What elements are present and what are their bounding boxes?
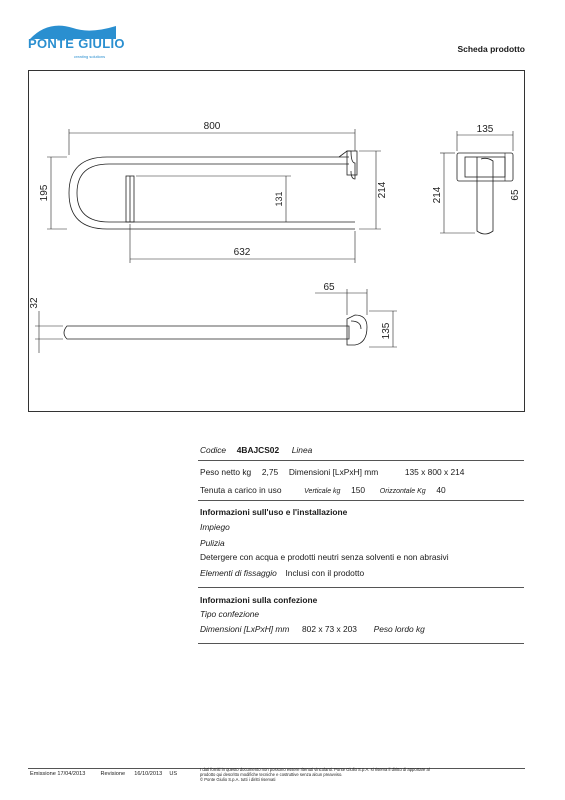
brand-logo bbox=[28, 22, 148, 64]
divider bbox=[198, 643, 524, 644]
revisione-code: US bbox=[169, 771, 178, 777]
peso-label: Peso netto kg bbox=[200, 467, 252, 477]
orizzontale-value: 40 bbox=[436, 485, 446, 495]
verticale-value: 150 bbox=[351, 485, 366, 495]
emissione-date: 17/04/2013 bbox=[57, 771, 86, 777]
info-uso-title: Informazioni sull'uso e l'installazione bbox=[200, 507, 348, 517]
grab-bar-bottom-view bbox=[64, 315, 367, 345]
confezione-title: Informazioni sulla confezione bbox=[200, 595, 318, 605]
dim-side-height: 214 bbox=[432, 186, 443, 204]
disclaimer-line-2: prodotto qui descritto modifiche tecniche e costruttive senza alcun preavviso. bbox=[200, 772, 343, 777]
logo-tagline: creating solutions bbox=[74, 54, 106, 59]
side-view-labels bbox=[432, 124, 521, 203]
revisione-label: Revisione bbox=[100, 771, 126, 777]
dim-side-width: 135 bbox=[476, 124, 494, 135]
grab-bar-side-view bbox=[457, 153, 513, 234]
dim-bottom-depth: 65 bbox=[323, 282, 335, 293]
dim-height-total: 214 bbox=[377, 181, 388, 199]
grab-bar-top-view bbox=[69, 151, 357, 229]
dim-label: Dimensioni [LxPxH] mm bbox=[288, 467, 379, 477]
top-view-dimensions bbox=[47, 129, 381, 263]
codice-row bbox=[200, 445, 312, 455]
dim-conf-label: Dimensioni [LxPxH] mm bbox=[200, 624, 290, 634]
tenuta-label: Tenuta a carico in uso bbox=[200, 485, 282, 495]
linea-label: Linea bbox=[291, 445, 313, 455]
dim-conf-row bbox=[200, 624, 425, 634]
fissaggio-row bbox=[200, 568, 364, 578]
codice-value: 4BAJCS02 bbox=[236, 445, 280, 455]
divider bbox=[198, 460, 524, 461]
dim-side-wall: 65 bbox=[510, 189, 521, 201]
footer-disclaimer bbox=[200, 767, 522, 782]
copyright: © Ponte Giulio S.p.A. tutti i diritti riservati bbox=[200, 777, 276, 782]
dim-conf-value: 802 x 73 x 203 bbox=[302, 624, 357, 634]
peso-value: 2,75 bbox=[261, 467, 279, 477]
dim-top-length: 800 bbox=[203, 121, 221, 132]
dim-height-inner: 131 bbox=[274, 191, 284, 207]
side-view-dimensions bbox=[440, 131, 513, 233]
codice-label: Codice bbox=[200, 445, 227, 455]
fissaggio-value: Inclusi con il prodotto bbox=[285, 568, 365, 578]
technical-drawing-frame bbox=[28, 70, 525, 412]
footer-dates bbox=[30, 771, 177, 777]
peso-row bbox=[200, 467, 464, 477]
dim-value: 135 x 800 x 214 bbox=[404, 467, 465, 477]
technical-drawing bbox=[29, 71, 526, 413]
tenuta-row bbox=[200, 485, 446, 495]
revisione-date: 16/10/2013 bbox=[134, 771, 163, 777]
pulizia-text: Detergere con acqua e prodotti neutri senza solventi e non abrasivi bbox=[200, 552, 449, 562]
top-view-labels bbox=[39, 121, 388, 258]
bottom-view-dimensions bbox=[35, 289, 397, 353]
dim-bottom-height: 135 bbox=[381, 322, 392, 340]
dim-height-left: 195 bbox=[39, 184, 50, 202]
pulizia-label: Pulizia bbox=[200, 538, 225, 548]
divider bbox=[198, 500, 524, 501]
disclaimer-line-1: I dati forniti in questo documento non possono essere ritenuti vincolanti. Ponte Giulio S.p.A. si riserva il diritto di apportare al bbox=[200, 767, 430, 772]
impiego-label: Impiego bbox=[200, 522, 230, 532]
divider bbox=[198, 587, 524, 588]
doc-type-title: Scheda prodotto bbox=[457, 44, 525, 54]
dim-bottom-diameter: 32 bbox=[29, 297, 40, 309]
logo-name: PONTE GIULIO bbox=[28, 36, 125, 51]
emissione-label: Emissione bbox=[30, 771, 56, 777]
bottom-view-labels bbox=[29, 282, 392, 339]
dim-inner-length: 632 bbox=[233, 247, 251, 258]
tipo-label: Tipo confezione bbox=[200, 609, 260, 619]
peso-lordo-label: Peso lordo kg bbox=[373, 624, 425, 634]
orizzontale-label: Orizzontale Kg bbox=[379, 488, 426, 495]
verticale-label: Verticale kg bbox=[304, 488, 341, 495]
fissaggio-label: Elementi di fissaggio bbox=[200, 568, 277, 578]
